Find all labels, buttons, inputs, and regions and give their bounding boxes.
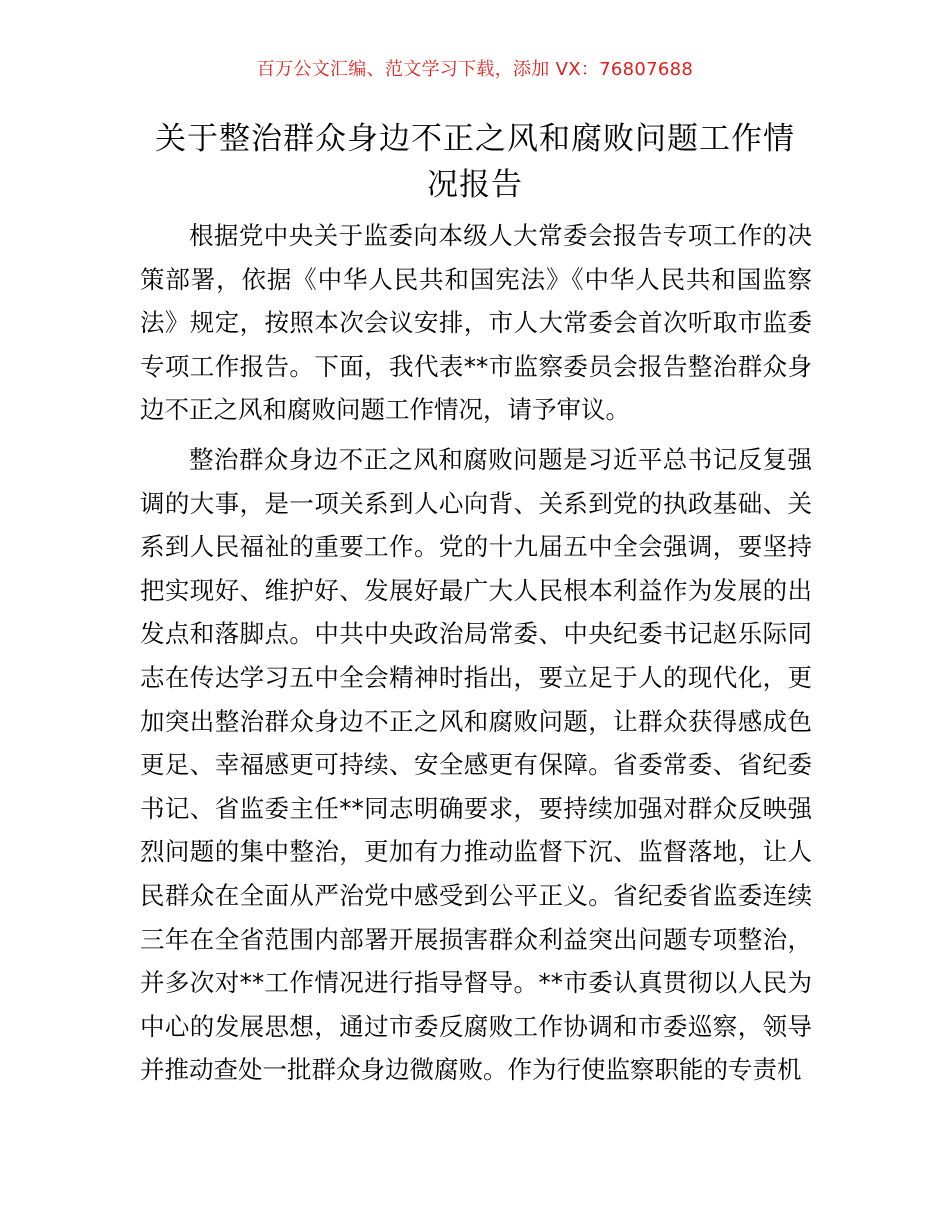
document-title: 关于整治群众身边不正之风和腐败问题工作情况报告 (155, 121, 795, 203)
paragraph-2: 整治群众身边不正之风和腐败问题是习近平总书记反复强调的大事，是一项关系到人心向背、关系到党的执政基础、关系到人民福祉的重要工作。党的十九届五中全会强调，要坚持把实现好、维护好、发展好最广大人民根本利益作为发展的出发点和落脚点。中共中央政治局常委、中央纪委书记赵乐际同志在传达学习五中全会精神时指出，要立足于人的现代化，更加突出整治群众身边不正之风和腐败问题，让群众获得感成色更足、幸福感更可持续、安全感更有保障。省委常委、省纪委书记、省监委主任**同志明确要求，要持续加强对群众反映强烈问题的集中整治，更加有力推动监督下沉、监督落地，让人民群众在全面从严治党中感受到公平正义。省纪委省监委连续三年在全省范围内部署开展损害群众利益突出问题专项整治，并多次对**工作情况进行指导督导。**市委认真贯彻以人民为中心的发展思想，通过市委反腐败工作协调和市委巡察，领导并推动查处一批群众身边微腐败。作为行使监察职能的专责机 (140, 444, 812, 1085)
paragraph-1: 根据党中央关于监委向本级人大常委会报告专项工作的决策部署，依据《中华人民共和国宪法》《中华人民共和国监察法》规定，按照本次会议安排，市人大常委会首次听取市监委专项工作报告。下面，我代表**市监察委员会报告整治群众身边不正之风和腐败问题工作情况，请予审议。 (140, 221, 812, 425)
watermark-header: 百万公文汇编、范文学习下载，添加 VX：76807688 (256, 59, 694, 80)
document-body (140, 214, 812, 1098)
